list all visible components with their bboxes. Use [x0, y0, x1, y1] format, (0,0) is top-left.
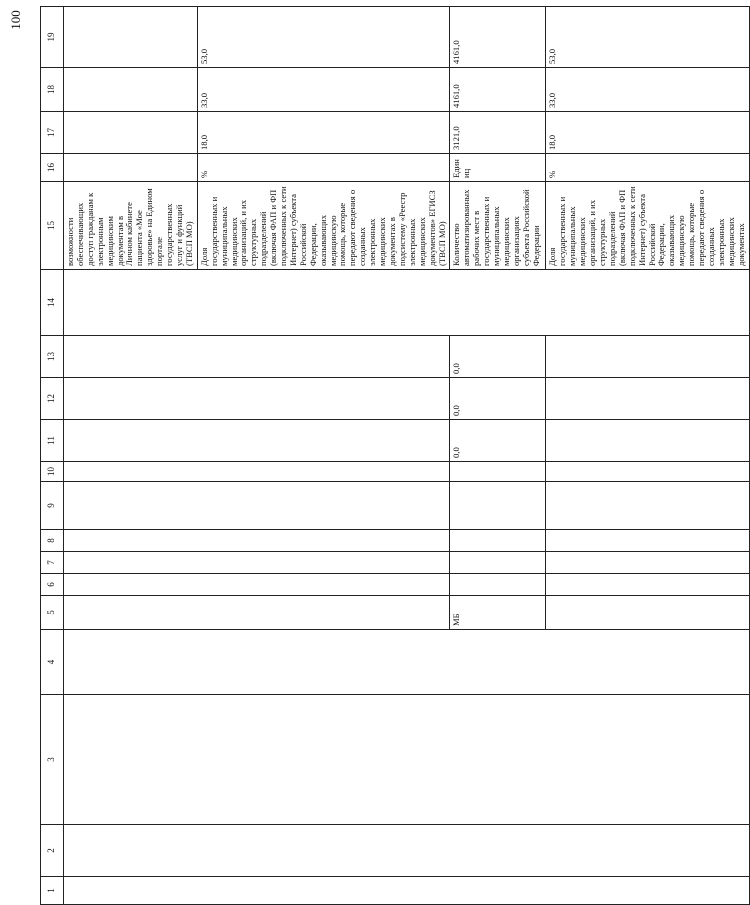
- cell-c18: 33,0: [546, 68, 749, 112]
- col-header-3: 3: [41, 695, 64, 825]
- col-header-5: 5: [41, 596, 64, 630]
- cell-c15: Доля государственных и муниципальных медицинских организаций, и их структурных подразделений (включая ФАП и ФП подключенных к сети Интернет) субъекта Российской Федерации, оказывающих медицинскую помощь, которые передают сведения о созданных электронных медицинских документах в подсистему «Реестр электронных медицинских документов» ЕГИСЗ (ТВСП МО): [197, 182, 450, 270]
- col-header-1: 1: [41, 877, 64, 905]
- cell-c11: [546, 420, 749, 462]
- cell-c4: [64, 630, 750, 695]
- cell-c10: [546, 462, 749, 482]
- cell-c1: [64, 877, 750, 905]
- col-header-12: 12: [41, 378, 64, 420]
- cell-c6: [546, 574, 749, 596]
- cell-c7: [546, 552, 749, 574]
- cell-c5: [546, 596, 749, 630]
- cell-c12: [546, 378, 749, 420]
- cell-c8: [546, 530, 749, 552]
- data-table: [40, 6, 750, 905]
- col-header-2: 2: [41, 825, 64, 877]
- col-header-19: 19: [41, 7, 64, 68]
- cell-c11: [64, 420, 450, 462]
- cell-c17: 18,0: [197, 112, 450, 154]
- col-header-17: 17: [41, 112, 64, 154]
- cell-c14: [64, 270, 750, 336]
- cell-c18: 4161,0: [450, 68, 546, 112]
- cell-c15: Количество автоматизированных рабочих мест в государственных и муниципальных медицинских организациях субъекта Российской Федерации: [450, 182, 546, 270]
- cell-c6: [450, 574, 546, 596]
- cell-c8: [64, 530, 450, 552]
- cell-c15: возможности обеспечивающих доступ гражданам к электронным медицинским документам в Личном кабинете пациента «Мое здоровье» на Едином портале государственных услуг и функций (ТВСП МО): [64, 182, 198, 270]
- header-row: [41, 7, 64, 905]
- cell-c17: [64, 112, 198, 154]
- col-header-8: 8: [41, 530, 64, 552]
- cell-c19: 53,0: [197, 7, 450, 68]
- cell-c19: 4161,0: [450, 7, 546, 68]
- col-header-18: 18: [41, 68, 64, 112]
- col-header-14: 14: [41, 270, 64, 336]
- cell-c16: Единиц: [450, 154, 546, 182]
- col-header-13: 13: [41, 336, 64, 378]
- cell-c7: [450, 552, 546, 574]
- cell-c18: [64, 68, 198, 112]
- cell-c9: [546, 482, 749, 530]
- cell-c18: 33,0: [197, 68, 450, 112]
- cell-c13: 0,0: [450, 336, 546, 378]
- cell-c17: 18,0: [546, 112, 749, 154]
- cell-c13: [546, 336, 749, 378]
- cell-c19: 53,0: [546, 7, 749, 68]
- col-header-16: 16: [41, 154, 64, 182]
- cell-c10: [450, 462, 546, 482]
- cell-c16: %: [546, 154, 749, 182]
- cell-c16: [64, 154, 198, 182]
- col-header-4: 4: [41, 630, 64, 695]
- cell-c2: [64, 825, 750, 877]
- cell-c10: [64, 462, 450, 482]
- cell-c15: Доля государственных и муниципальных медицинских организаций, и их структурных подразделений (включая ФАП и ФП подключенных к сети Интернет) субъекта Российской Федерации, оказывающих медицинскую помощь, которые передают сведения о созданных электронных медицинских документах: [546, 182, 749, 270]
- cell-c9: [64, 482, 450, 530]
- col-header-6: 6: [41, 574, 64, 596]
- cell-c5: [64, 596, 450, 630]
- cell-c12: 0,0: [450, 378, 546, 420]
- table-row: [64, 7, 198, 905]
- cell-c5: МБ: [450, 596, 546, 630]
- cell-c12: [64, 378, 450, 420]
- cell-c17: 3121,0: [450, 112, 546, 154]
- col-header-10: 10: [41, 462, 64, 482]
- table-sheet: [40, 0, 746, 905]
- cell-c13: [64, 336, 450, 378]
- col-header-15: 15: [41, 182, 64, 270]
- cell-c3: [64, 695, 750, 825]
- cell-c9: [450, 482, 546, 530]
- col-header-7: 7: [41, 552, 64, 574]
- cell-c8: [450, 530, 546, 552]
- cell-c16: %: [197, 154, 450, 182]
- col-header-11: 11: [41, 420, 64, 462]
- page-number: 100: [8, 10, 23, 30]
- cell-c11: 0,0: [450, 420, 546, 462]
- cell-c19: [64, 7, 198, 68]
- cell-c7: [64, 552, 450, 574]
- col-header-9: 9: [41, 482, 64, 530]
- cell-c6: [64, 574, 450, 596]
